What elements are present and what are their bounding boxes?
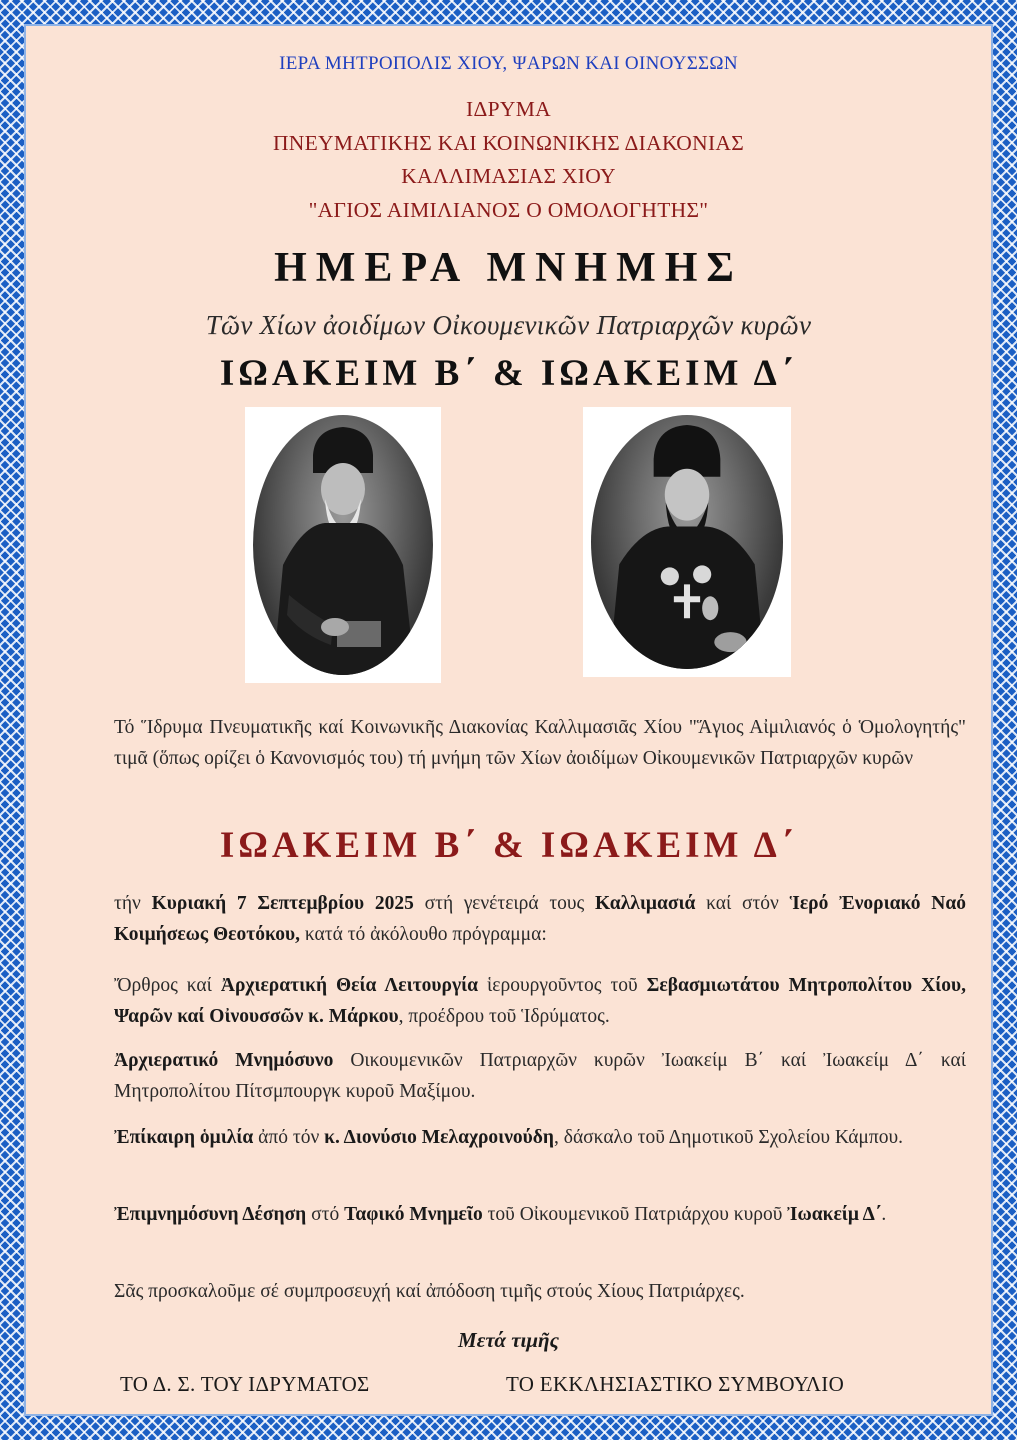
text-segment: . [881,1204,887,1225]
program-item-liturgy [114,970,966,1032]
date-paragraph [114,888,966,950]
poster-body [24,24,993,1416]
portrait-right [583,407,791,677]
patriarch-names: ΙΩΑΚΕΙΜ Β΄ & ΙΩΑΚΕΙΜ Δ΄ [219,353,798,394]
metropolitan-name: Σεβασμιωτάτου Μητροπολίτου Χίου, Ψαρῶν καί Οἰνουσσῶν κ. Μάρκου [114,975,966,1027]
program-item-speech [114,1122,966,1153]
text-segment: Ὄρθρος καί [114,975,221,996]
signature-foundation-board: ΤΟ Δ. Σ. ΤΟΥ ΙΔΡΥΜΑΤΟΣ [120,1372,370,1396]
closing-honor: Μετά τιμῆς [458,1328,559,1352]
page-subtitle: Τῶν Χίων ἀοιδίμων Οἰκουμενικῶν Πατριαρχῶν κυρῶν [205,310,812,340]
foundation-line: "ΑΓΙΟΣ ΑΙΜΙΛΙΑΝΟΣ Ο ΟΜΟΛΟΓΗΤΗΣ" [308,197,709,222]
program-item-memorial [114,1045,966,1107]
text-segment: ἀπό τόν [253,1127,325,1148]
event-date: Κυριακή 7 Σεπτεμβρίου 2025 [151,893,414,914]
signature-church-council: ΤΟ ΕΚΚΛΗΣΙΑΣΤΙΚΟ ΣΥΜΒΟΥΛΙΟ [506,1372,845,1396]
memorial-title: Ἀρχιερατικό Μνημόσυνο [114,1050,334,1071]
text-segment: καί στόν [695,893,790,914]
page-title: ΗΜΕΡΑ ΜΝΗΜΗΣ [274,245,743,291]
foundation-line: ΚΑΛΛΙΜΑΣΙΑΣ ΧΙΟΥ [401,164,616,188]
text-segment: τήν [114,893,152,914]
text-segment: κατά τό ἀκόλουθο πρόγραμμα: [300,924,547,945]
text-segment: , δάσκαλο τοῦ Δημοτικοῦ Σχολείου Κάμπου. [554,1127,904,1148]
text-segment: , προέδρου τοῦ Ἱδρύματος. [398,1006,610,1027]
patriarch-name: Ἰωακείμ Δ΄ [787,1204,882,1225]
portrait-right-oval [591,415,783,669]
portrait-right-figure [591,415,783,669]
portrait-left-oval [253,415,433,675]
program-item-prayer [114,1199,966,1230]
text-segment: τοῦ Οἰκουμενικοῦ Πατριάρχου κυροῦ [482,1204,788,1225]
speech-title: Ἐπίκαιρη ὁμιλία [114,1127,254,1148]
event-church: Ἱερό Ἐνοριακό Ναό Κοιμήσεως Θεοτόκου, [114,893,966,945]
speaker-name: κ. Διονύσιο Μελαχροινούδη [324,1127,554,1148]
patriarch-names-repeat: ΙΩΑΚΕΙΜ Β΄ & ΙΩΑΚΕΙΜ Δ΄ [219,825,798,866]
tomb-name: Ταφικό Μνημεῖο [344,1204,483,1225]
text-segment: στή γενέτειρά τους [413,893,596,914]
text-segment: ἱερουργοῦντος τοῦ [478,975,647,996]
text-segment: στό [306,1204,345,1225]
event-village: Καλλιμασιά [595,893,696,914]
text-segment: Οικουμενικῶν Πατριαρχῶν κυρῶν Ἰωακείμ Β΄ καί Ἰωακείμ Δ΄ καί Μητροπολίτου Πίτσμπουργκ κυροῦ Μαξίμου. [114,1050,966,1102]
metropolis-heading: ΙΕΡΑ ΜΗΤΡΟΠΟΛΙΣ ΧΙΟΥ, ΨΑΡΩΝ ΚΑΙ ΟΙΝΟΥΣΣΩΝ [279,53,738,74]
prayer-title: Ἐπιμνημόσυνη Δέσηση [114,1204,307,1225]
liturgy-title: Ἀρχιερατική Θεία Λειτουργία [220,975,479,996]
portrait-left [245,407,441,683]
invitation-text: Σᾶς προσκαλοῦμε σέ συμπροσευχή καί ἀπόδοση τιμῆς στούς Χίους Πατριάρχες. [114,1281,745,1302]
portrait-left-figure [253,415,433,675]
foundation-heading [26,93,991,227]
foundation-line: ΠΝΕΥΜΑΤΙΚΗΣ ΚΑΙ ΚΟΙΝΩΝΙΚΗΣ ΔΙΑΚΟΝΙΑΣ [272,130,745,155]
foundation-line: ΙΔΡΥΜΑ [466,97,551,121]
intro-paragraph: Τό Ἵδρυμα Πνευματικῆς καί Κοινωνικῆς Διακονίας Καλλιμασιᾶς Χίου "Ἅγιος Αἰμιλιανός ὁ Ὁμολογητής" τιμᾶ (ὅπως ορίζει ὁ Κανονισμός του) τή μνήμη τῶν Χίων ἀοιδίμων Οἰκουμενικῶν Πατριαρχῶν κυρῶν [114,717,966,769]
